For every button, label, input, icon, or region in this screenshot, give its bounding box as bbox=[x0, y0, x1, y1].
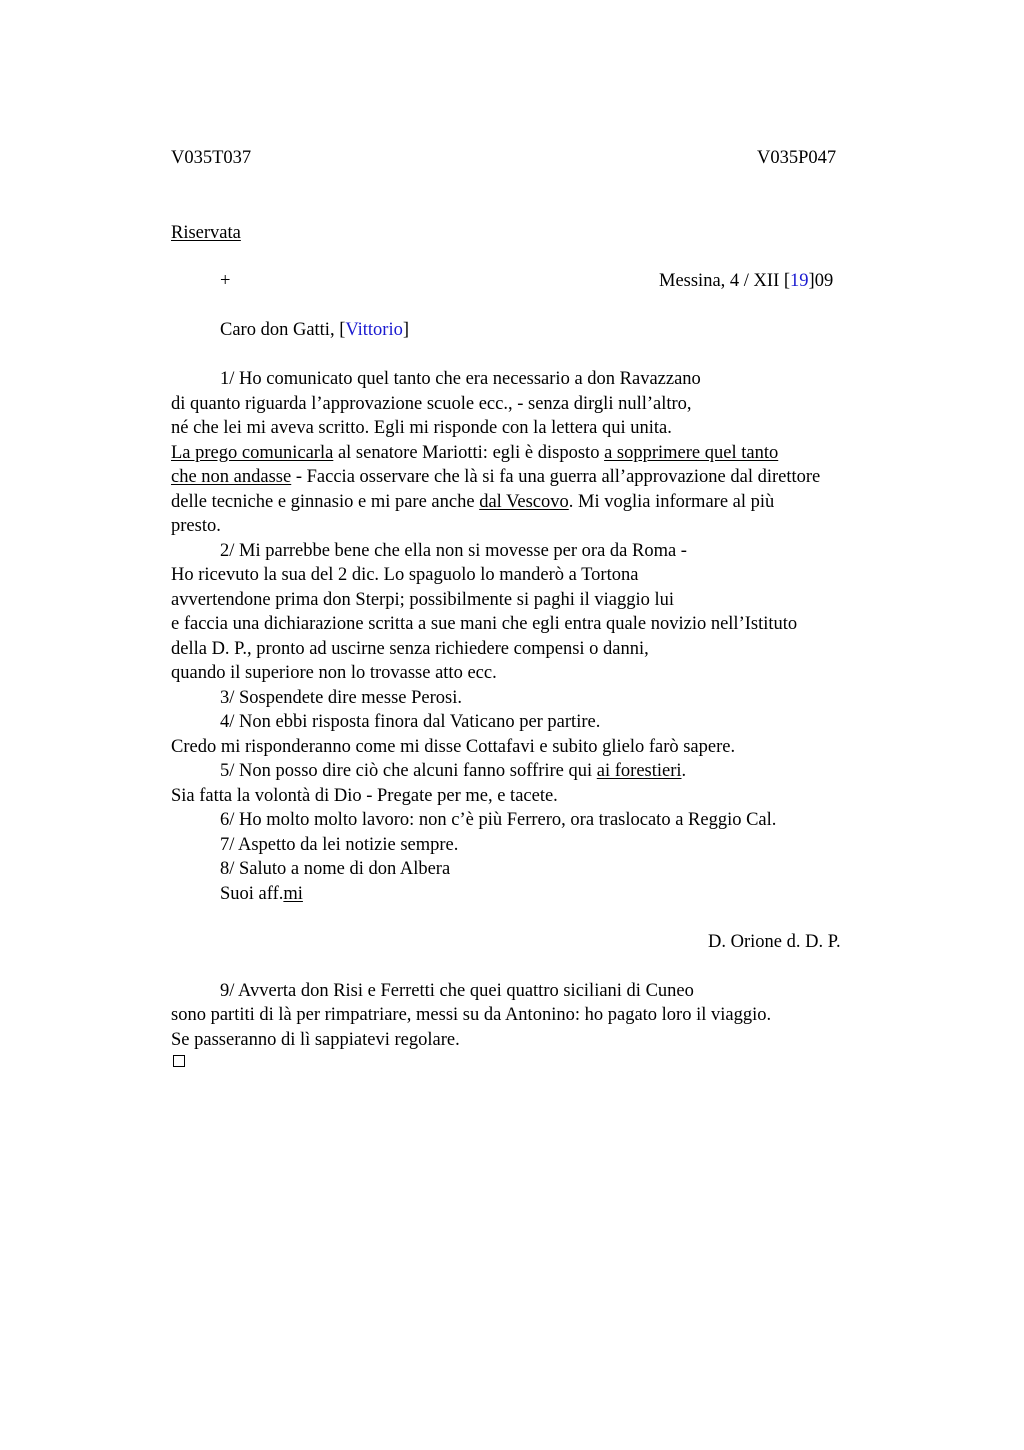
document-code-right: V035P047 bbox=[757, 148, 837, 168]
postscript-line: Se passeranno di lì sappiatevi regolare. bbox=[171, 1030, 460, 1050]
closing-text: Suoi aff. bbox=[220, 884, 284, 904]
place-date-suffix: ]09 bbox=[808, 271, 834, 291]
underlined-phrase: che non andasse bbox=[171, 467, 292, 487]
salutation-suffix: ] bbox=[402, 320, 410, 340]
place-date-year-insert: 19 bbox=[790, 271, 809, 291]
underlined-phrase: ai forestieri bbox=[596, 761, 682, 781]
confidential-label: Riservata bbox=[171, 223, 241, 243]
body-line: 8/ Saluto a nome di don Albera bbox=[220, 859, 451, 879]
salutation-prefix: Caro don Gatti, [ bbox=[220, 320, 346, 340]
salutation bbox=[220, 319, 409, 341]
body-line: avvertendone prima don Sterpi; possibilmente si paghi il viaggio lui bbox=[171, 590, 675, 610]
body-text: 5/ Non posso dire ciò che alcuni fanno soffrire qui bbox=[220, 761, 597, 781]
body-line: e faccia una dichiarazione scritta a sue mani che egli entra quale novizio nell’Istituto bbox=[171, 614, 798, 634]
body-line bbox=[171, 491, 774, 513]
postscript-line: 9/ Avverta don Risi e Ferretti che quei quattro siciliani di Cuneo bbox=[220, 981, 694, 1001]
cross-mark: + bbox=[220, 271, 231, 291]
salutation-name-insert: Vittorio bbox=[345, 320, 403, 340]
body-line bbox=[220, 760, 686, 782]
body-text: delle tecniche e ginnasio e mi pare anche bbox=[171, 492, 480, 512]
body-line: Sia fatta la volontà di Dio - Pregate per me, e tacete. bbox=[171, 786, 558, 806]
closing-line bbox=[220, 883, 303, 905]
body-line: 1/ Ho comunicato quel tanto che era necessario a don Ravazzano bbox=[220, 369, 701, 389]
body-line: 4/ Non ebbi risposta finora dal Vaticano per partire. bbox=[220, 712, 601, 732]
body-line: né che lei mi aveva scritto. Egli mi risponde con la lettera qui unita. bbox=[171, 418, 672, 438]
body-line: 3/ Sospendete dire messe Perosi. bbox=[220, 688, 462, 708]
body-line: 7/ Aspetto da lei notizie sempre. bbox=[220, 835, 459, 855]
underlined-phrase: mi bbox=[283, 884, 303, 904]
body-line: quando il superiore non lo trovasse atto ecc. bbox=[171, 663, 497, 683]
body-line: Ho ricevuto la sua del 2 dic. Lo spaguolo lo manderò a Tortona bbox=[171, 565, 639, 585]
body-line: presto. bbox=[171, 516, 221, 536]
body-line: della D. P., pronto ad uscirne senza richiedere compensi o danni, bbox=[171, 639, 649, 659]
body-line: di quanto riguarda l’approvazione scuole ecc., - senza dirgli null’altro, bbox=[171, 394, 692, 414]
body-line: 6/ Ho molto molto lavoro: non c’è più Ferrero, ora traslocato a Reggio Cal. bbox=[220, 810, 777, 830]
body-text: al senatore Mariotti: egli è disposto bbox=[333, 443, 605, 463]
body-line bbox=[171, 466, 820, 488]
underlined-phrase: a sopprimere quel tanto bbox=[604, 443, 779, 463]
postscript-line: sono partiti di là per rimpatriare, messi su da Antonino: ho pagato loro il viaggio. bbox=[171, 1005, 772, 1025]
document-code-left: V035T037 bbox=[171, 148, 252, 168]
body-line: Credo mi risponderanno come mi disse Cottafavi e subito glielo farò sapere. bbox=[171, 737, 736, 757]
place-date-prefix: Messina, 4 / XII [ bbox=[659, 271, 791, 291]
body-text: . bbox=[681, 761, 687, 781]
place-date bbox=[659, 270, 833, 292]
underlined-phrase: dal Vescovo bbox=[479, 492, 569, 512]
signature: D. Orione d. D. P. bbox=[708, 932, 841, 952]
body-line: 2/ Mi parrebbe bene che ella non si movesse per ora da Roma - bbox=[220, 541, 687, 561]
body-text: . Mi voglia informare al più bbox=[568, 492, 775, 512]
underlined-phrase: La prego comunicarla bbox=[171, 443, 334, 463]
body-text: - Faccia osservare che là si fa una guerra all’approvazione dal direttore bbox=[291, 467, 821, 487]
body-line bbox=[171, 442, 778, 464]
empty-square-icon bbox=[173, 1055, 185, 1067]
